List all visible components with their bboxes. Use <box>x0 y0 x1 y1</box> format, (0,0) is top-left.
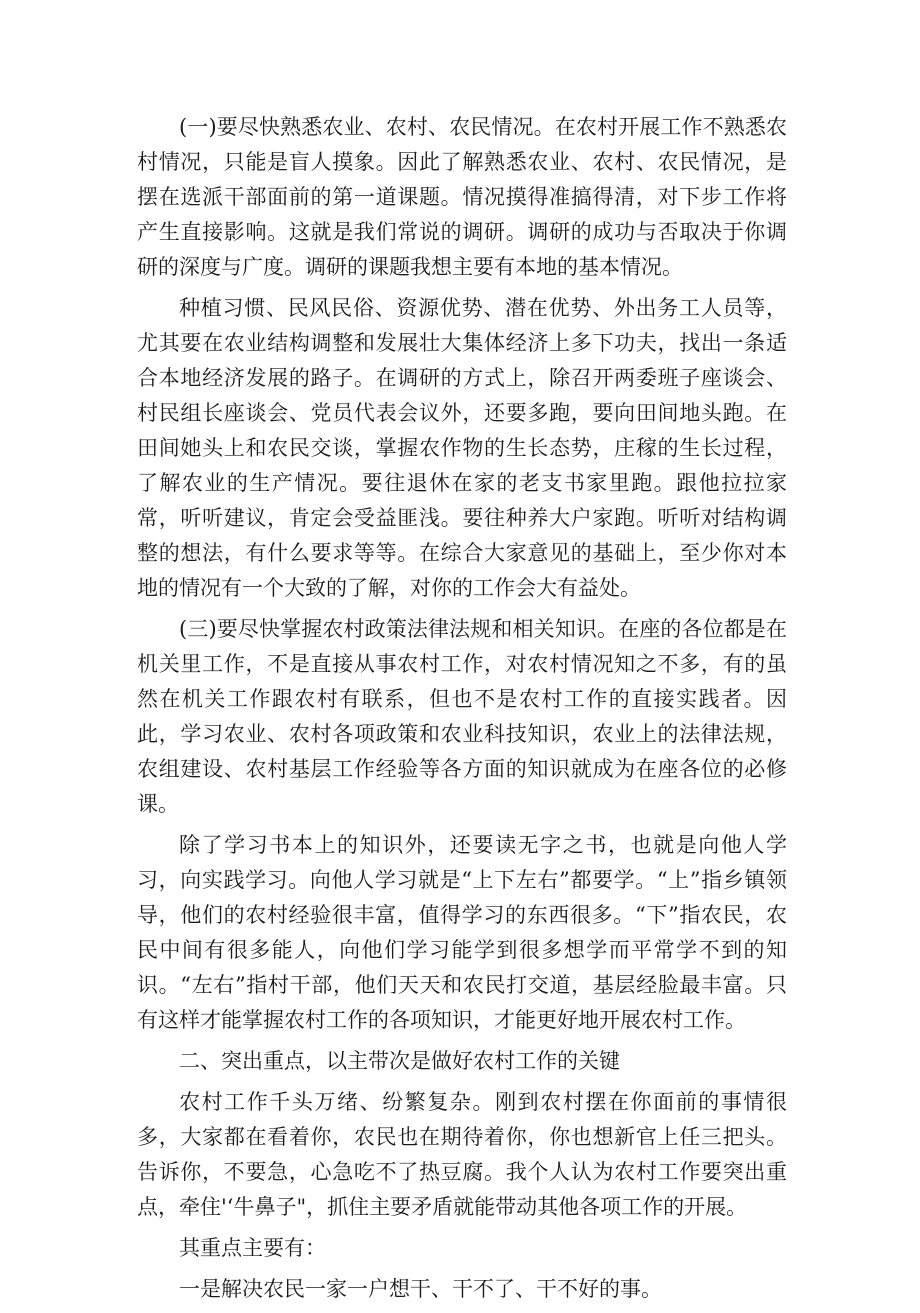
paragraph-rural-work-complex: 农村工作千头万绪、纷繁复杂。刚到农村摆在你面前的事情很多，大家都在看着你，农民也在期待着你，你也想新官上任三把头。告诉你，不要急，心急吃不了热豆腐。我个人认为农村工作要突出重点，牵住'‘牛鼻子"，抓住主要矛盾就能带动其他各项工作的开展。 <box>137 1090 787 1219</box>
paragraph-research-topics: 种植习惯、民风民俗、资源优势、潜在优势、外出务工人员等，尤其要在农业结构调整和发展壮大集体经济上多下功夫，找出一条适合本地经济发展的路子。在调研的方式上，除召开两委班子座谈会、村民组长座谈会、党员代表会议外，还要多跑，要向田间地头跑。在田间她头上和农民交谈，掌握农作物的生长态势，庄稼的生长过程，了解农业的生产情况。要往退休在家的老支书家里跑。跟他拉拉家常，听听建议，肯定会受益匪浅。要往种养大户家跑。听听对结构调整的想法，有什么要求等等。在综合大家意见的基础上，至少你对本地的情况有一个大致的了解，对你的工作会大有益处。 <box>137 296 787 600</box>
paragraph-key-points-intro: 其重点主要有： <box>179 1236 326 1260</box>
section-heading-key-points: 二、突出重点，以主带次是做好农村工作的关键 <box>179 1049 620 1073</box>
paragraph-familiarize-rural: (一)要尽快熟悉农业、农村、农民情况。在农村开展工作不熟悉农村情况，只能是盲人摸象。因此了解熟悉农业、农村、农民情况，是摆在选派干部面前的第一道课题。情况摸得准搞得清，对下步工作将产生直接影响。这就是我们常说的调研。调研的成功与否取决于你调研的深度与广度。调研的课题我想主要有本地的基本情况。 <box>137 115 787 279</box>
document-body <box>137 110 787 1313</box>
paragraph-point-one: 一是解决农民一家一户想干、干不了、干不好的事。 <box>179 1277 662 1301</box>
paragraph-learn-from-others: 除了学习书本上的知识外，还要读无字之书，也就是向他人学习，向实践学习。向他人学习就是“上下左右”都要学。“上”指乡镇领导，他们的农村经验很丰富，值得学习的东西很多。“下”指农民，农民中间有很多能人，向他们学习能学到很多想学而平常学不到的知识。“左右”指村干部，他们天天和农民打交道，基层经脸最丰富。只有这样才能掌握农村工作的各项知识，才能更好地开展农村工作。 <box>137 833 787 1032</box>
paragraph-master-policies: (三)要尽快掌握农村政策法律法规和相关知识。在座的各位都是在机关里工作，不是直接从事农村工作，对农村情况知之不多，有的虽然在机关工作跟农村有联系，但也不是农村工作的直接实践者。因此，学习农业、农村各项政策和农业科技知识，农业上的法律法规，农组建设、农村基层工作经验等各方面的知识就成为在座各位的必修课。 <box>137 617 787 816</box>
